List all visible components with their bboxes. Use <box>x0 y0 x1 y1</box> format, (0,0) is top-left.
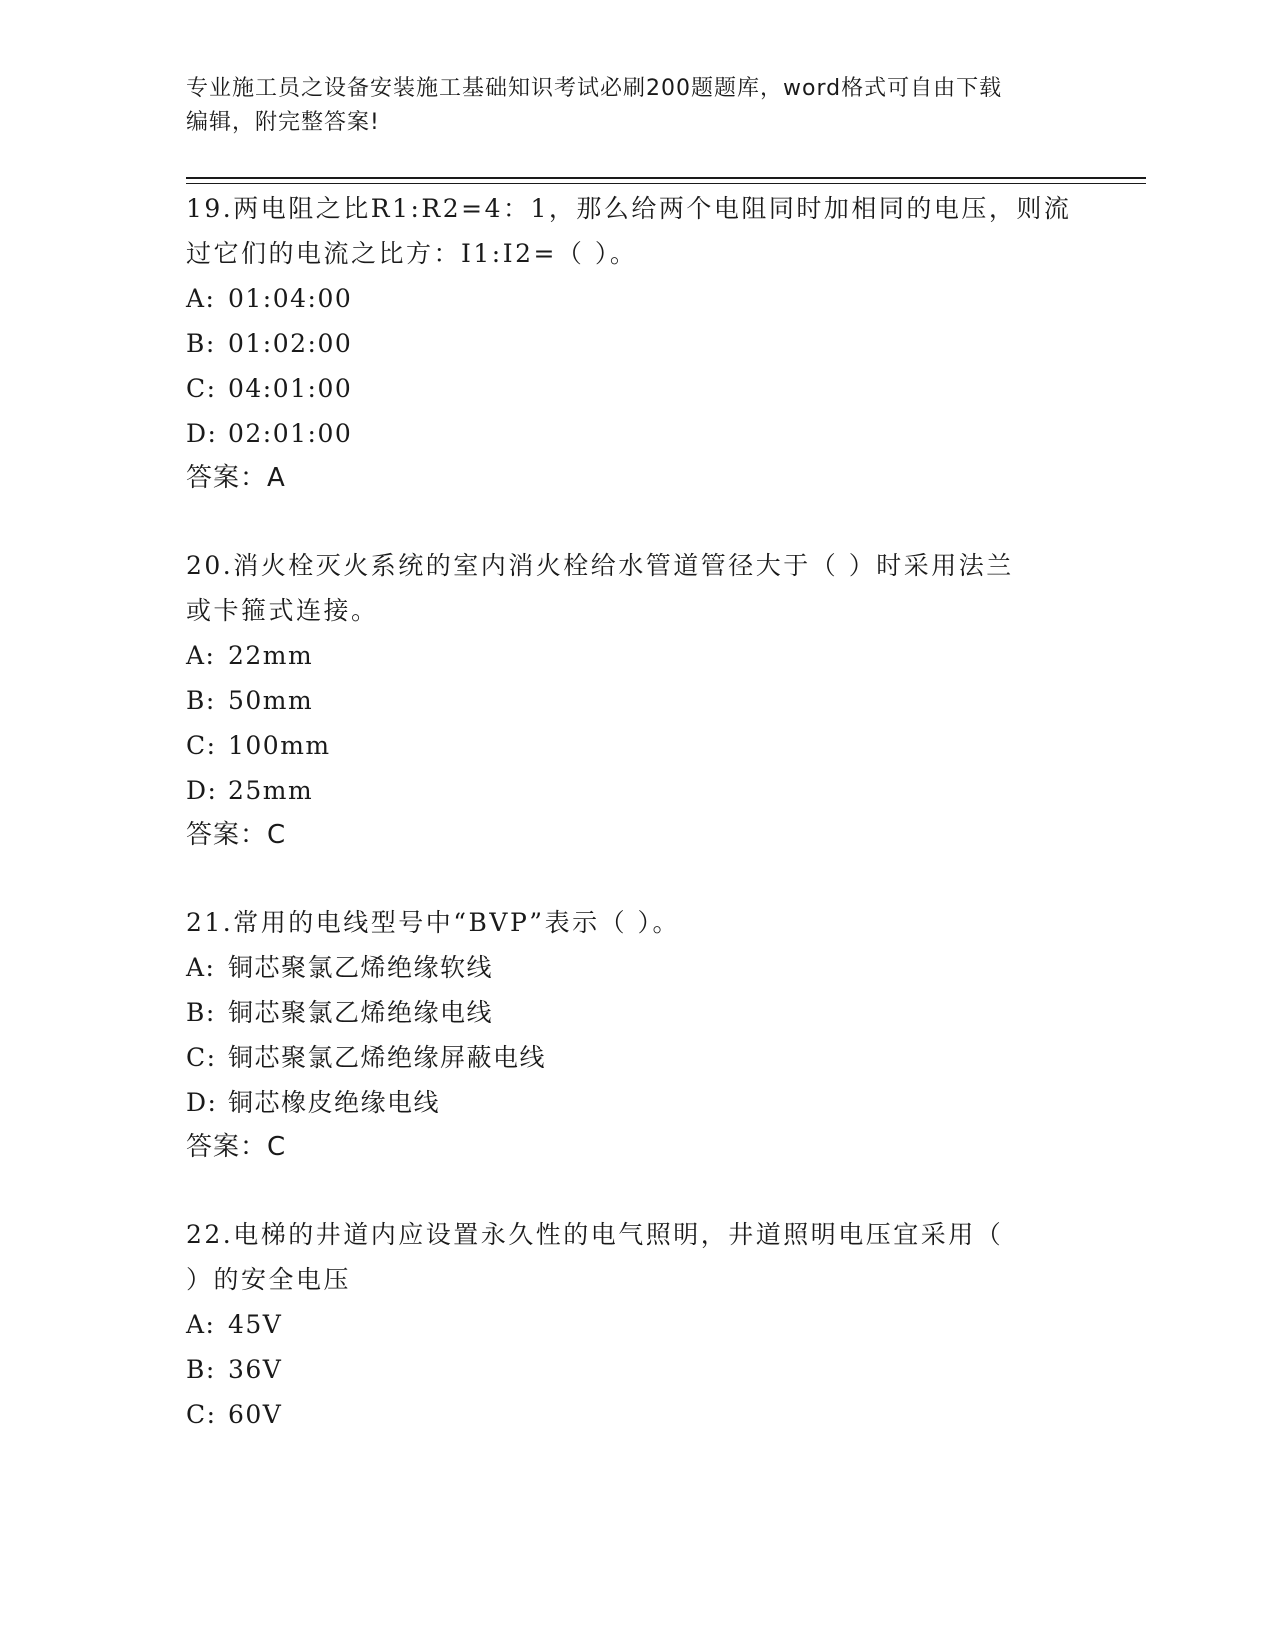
question-19 <box>186 186 1086 501</box>
option-letter: C: <box>186 1043 217 1072</box>
option-text: 01:04:00 <box>228 284 353 313</box>
option-letter: B: <box>186 329 216 358</box>
option-letter: A: <box>186 1310 216 1339</box>
option-c <box>186 366 1086 411</box>
option-letter: C: <box>186 1400 217 1429</box>
answer: 答案：A <box>186 463 286 493</box>
option-text: 01:02:00 <box>228 329 353 358</box>
option-text: 50mm <box>228 686 314 715</box>
option-b <box>186 990 1086 1035</box>
option-text: 02:01:00 <box>228 419 353 448</box>
option-letter: B: <box>186 686 216 715</box>
question-stem-line-1: 20.消火栓灭火系统的室内消火栓给水管道管径大于（ ）时采用法兰 <box>186 551 1014 580</box>
header-line-2: 编辑，附完整答案! <box>186 110 380 135</box>
question-stem-line-1: 21.常用的电线型号中“BVP”表示（ ）。 <box>186 908 681 937</box>
option-text: 45V <box>228 1310 283 1339</box>
answer: 答案：C <box>186 820 287 850</box>
header-line-1: 专业施工员之设备安装施工基础知识考试必刷200题题库，word格式可自由下载 <box>186 76 1003 101</box>
option-a <box>186 276 1086 321</box>
option-text: 22mm <box>228 641 314 670</box>
option-letter: A: <box>186 953 216 982</box>
option-c <box>186 723 1086 768</box>
question-22 <box>186 1212 1086 1437</box>
option-letter: D: <box>186 1088 218 1117</box>
option-b <box>186 321 1086 366</box>
option-c <box>186 1392 1086 1437</box>
option-text: 铜芯聚氯乙烯绝缘电线 <box>228 998 494 1027</box>
option-letter: C: <box>186 731 217 760</box>
option-text: 铜芯聚氯乙烯绝缘软线 <box>228 953 494 982</box>
option-text: 铜芯聚氯乙烯绝缘屏蔽电线 <box>228 1043 547 1072</box>
option-a <box>186 1302 1086 1347</box>
question-stem-line-2: 过它们的电流之比方：I1:I2=（ ）。 <box>186 239 638 268</box>
option-text: 60V <box>228 1400 283 1429</box>
option-letter: D: <box>186 419 218 448</box>
option-c <box>186 1035 1086 1080</box>
option-letter: D: <box>186 776 218 805</box>
question-stem-line-2: 或卡箍式连接。 <box>186 596 379 625</box>
option-text: 25mm <box>228 776 314 805</box>
option-d <box>186 411 1086 456</box>
answer: 答案：C <box>186 1132 287 1162</box>
option-text: 铜芯橡皮绝缘电线 <box>228 1088 441 1117</box>
option-a <box>186 633 1086 678</box>
option-d <box>186 768 1086 813</box>
document-header <box>186 72 1076 140</box>
option-letter: A: <box>186 641 216 670</box>
option-text: 04:01:00 <box>228 374 353 403</box>
question-stem-line-1: 22.电梯的井道内应设置永久性的电气照明，井道照明电压宜采用（ <box>186 1220 1004 1249</box>
question-20 <box>186 543 1086 858</box>
option-letter: A: <box>186 284 216 313</box>
option-letter: B: <box>186 1355 216 1384</box>
option-b <box>186 678 1086 723</box>
option-text: 36V <box>228 1355 283 1384</box>
option-d <box>186 1080 1086 1125</box>
question-stem-line-1: 19.两电阻之比R1:R2=4：1，那么给两个电阻同时加相同的电压，则流 <box>186 194 1072 223</box>
question-stem-line-2: ）的安全电压 <box>186 1265 352 1294</box>
option-letter: C: <box>186 374 217 403</box>
option-letter: B: <box>186 998 216 1027</box>
header-divider-thick <box>186 177 1146 179</box>
question-21 <box>186 900 1086 1170</box>
header-divider-thin <box>186 183 1146 184</box>
option-a <box>186 945 1086 990</box>
option-b <box>186 1347 1086 1392</box>
option-text: 100mm <box>228 731 331 760</box>
